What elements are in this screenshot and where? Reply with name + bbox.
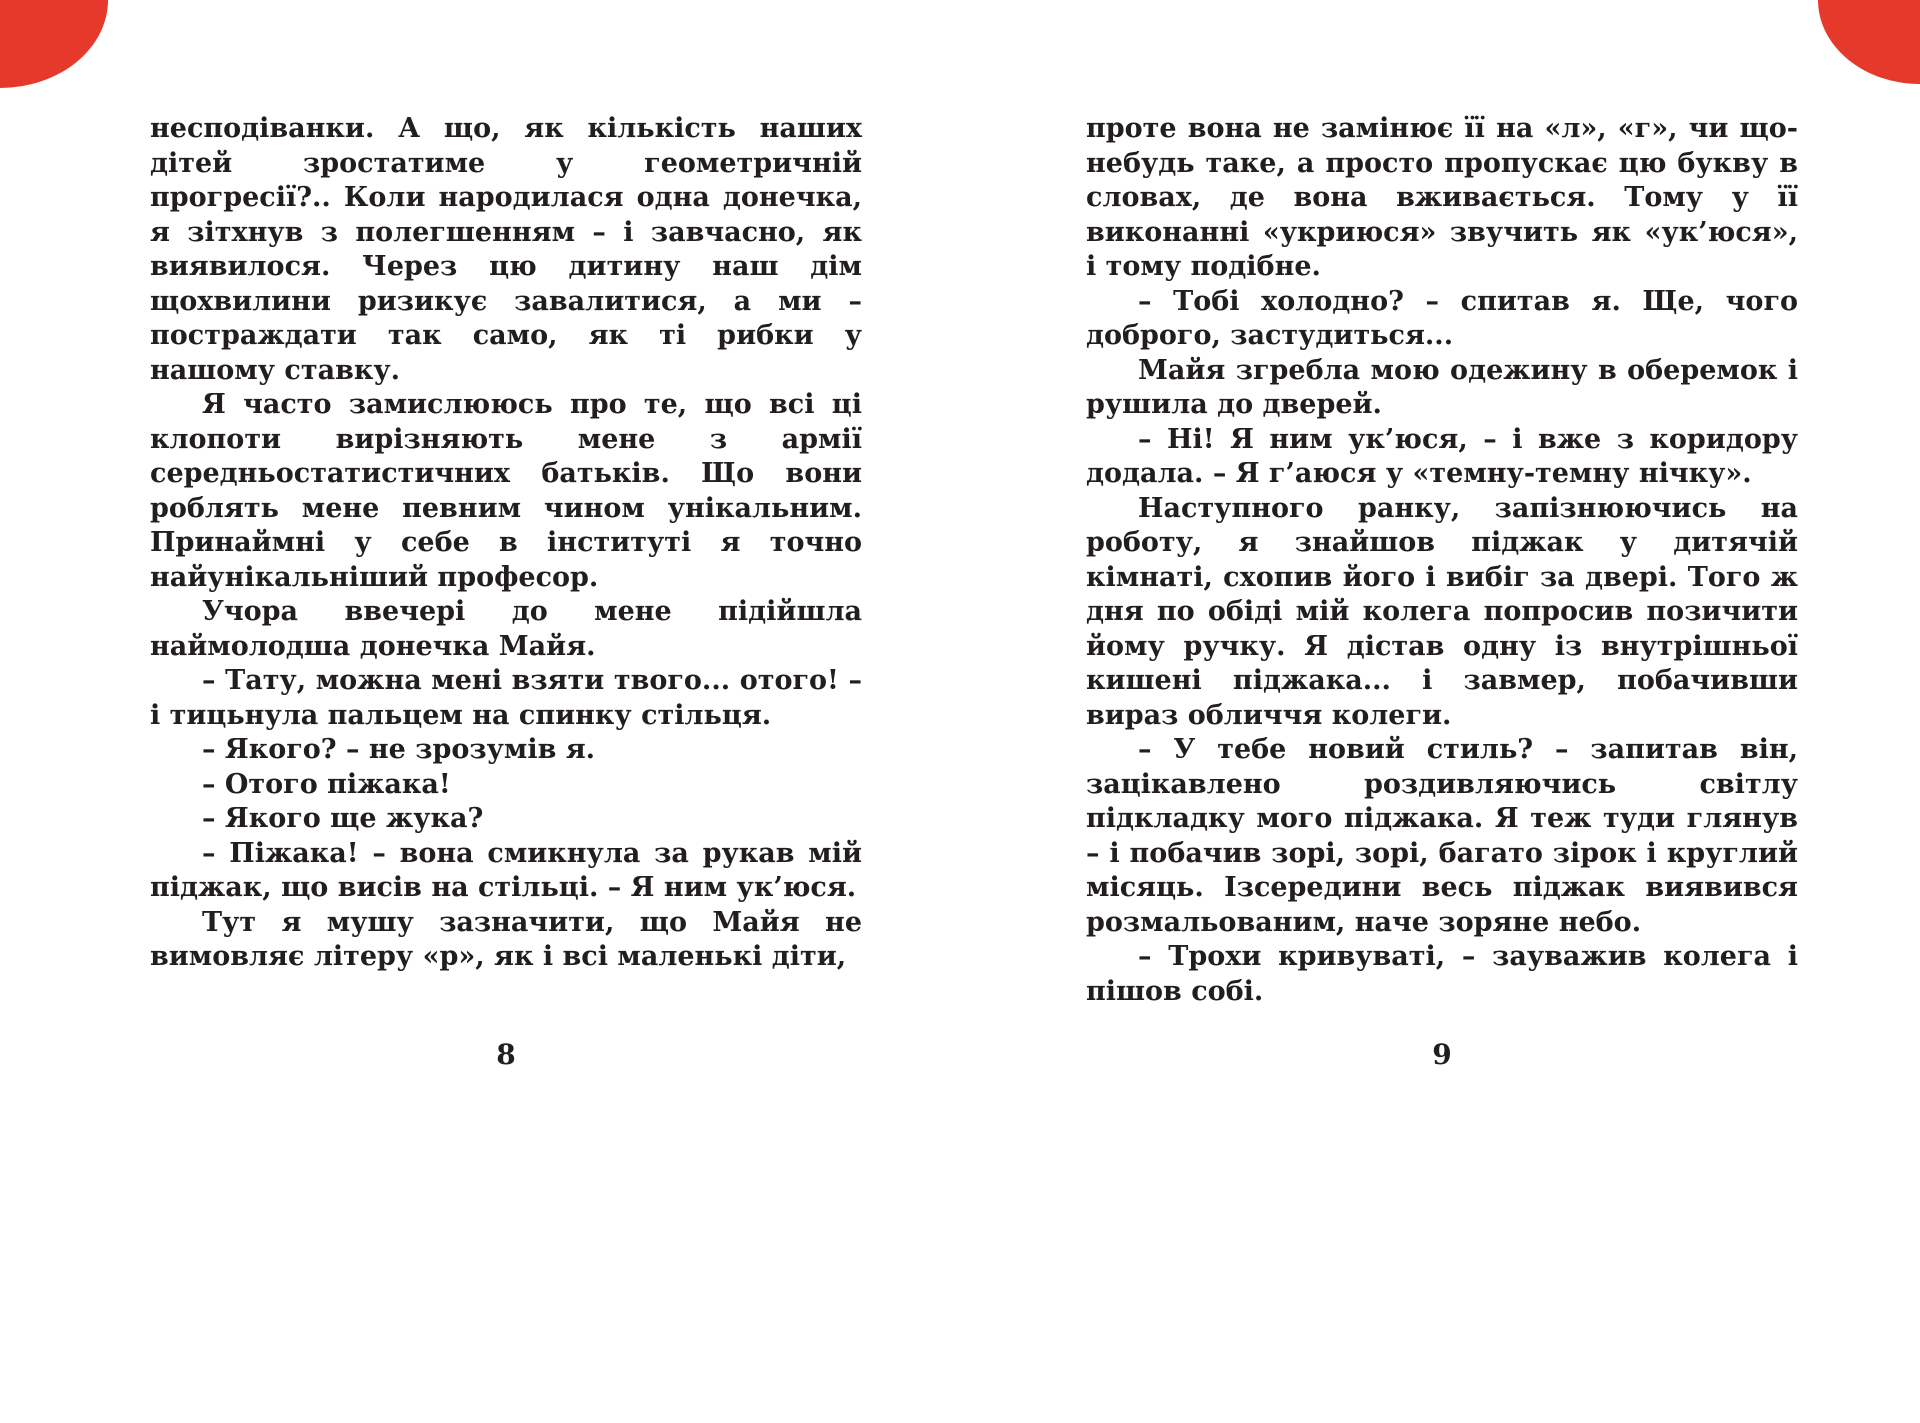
paragraph: – Тату, можна мені взяти твого... отого! – і тицьнула пальцем на спинку стільця. (150, 665, 862, 731)
page-number-right: 9 (1432, 1038, 1452, 1071)
paragraph: – У тебе новий стиль? – запитав він, зацікавлено роздивляючись світлу підкладку мого піджака. Я теж туди глянув – і побачив зорі, зорі, багато зірок і круглий місяць. Ізсередини весь піджак виявився розмальованим, наче зоряне небо. (1086, 734, 1798, 938)
paragraph: – Ні! Я ним ук’юся, – і вже з коридору додала. – Я г’аюся у «темну-темну нічку». (1086, 423, 1798, 489)
page-number-left: 8 (496, 1038, 516, 1071)
red-corner-top-left-decoration (0, 0, 108, 88)
red-corner-top-right-decoration (1818, 0, 1920, 84)
page-left-text-block (150, 112, 862, 975)
page-right-text-block (1086, 112, 1798, 1009)
paragraph: проте вона не замінює її на «л», «г», чи що-небудь таке, а просто пропускає цю букву в словах, де вона вживається. Тому у її виконанні «укриюся» звучить як «ук’юся», і тому подібне. (1086, 113, 1798, 282)
paragraph: Майя згребла мою одежину в оберемок і рушила до дверей. (1086, 354, 1798, 420)
paragraph: – Піжака! – вона смикнула за рукав мій піджак, що висів на стільці. – Я ним ук’юся. (150, 837, 862, 903)
paragraph: Тут я мушу зазначити, що Майя не вимовляє літеру «р», як і всі маленькі діти, (150, 906, 862, 972)
paragraph: Я часто замислююсь про те, що всі ці клопоти вирізняють мене з армії середньостатистичних батьків. Що вони роблять мене певним чином унікальним. Принаймні у себе в інституті я точно найунікальніший професор. (150, 389, 862, 593)
paragraph: – Якого ще жука? (202, 803, 484, 834)
paragraph: – Тобі холодно? – спитав я. Ще, чого доброго, застудиться... (1086, 285, 1798, 351)
paragraph: несподіванки. А що, як кількість наших дітей зростатиме у геометричній прогресії?.. Коли народилася одна донечка, я зітхнув з полегшенням – і завчасно, як виявилося. Через цю дитину наш дім щохвилини ризикує завалитися, а ми – постраждати так само, як ті рибки у нашому ставку. (150, 113, 862, 386)
paragraph: – Отого піжака! (202, 768, 451, 800)
paragraph: Учора ввечері до мене підійшла наймолодша донечка Майя. (150, 596, 862, 662)
paragraph: – Якого? – не зрозумів я. (202, 734, 596, 765)
paragraph: Наступного ранку, запізнюючись на роботу, я знайшов піджак у дитячій кімнаті, схопив його і вибіг за двері. Того ж дня по обіді мій колега попросив позичити йому ручку. Я дістав одну із внутрішньої кишені піджака... і завмер, побачивши вираз обличчя колеги. (1086, 492, 1798, 731)
paragraph: – Трохи кривуваті, – зауважив колега і пішов собі. (1086, 941, 1798, 1007)
